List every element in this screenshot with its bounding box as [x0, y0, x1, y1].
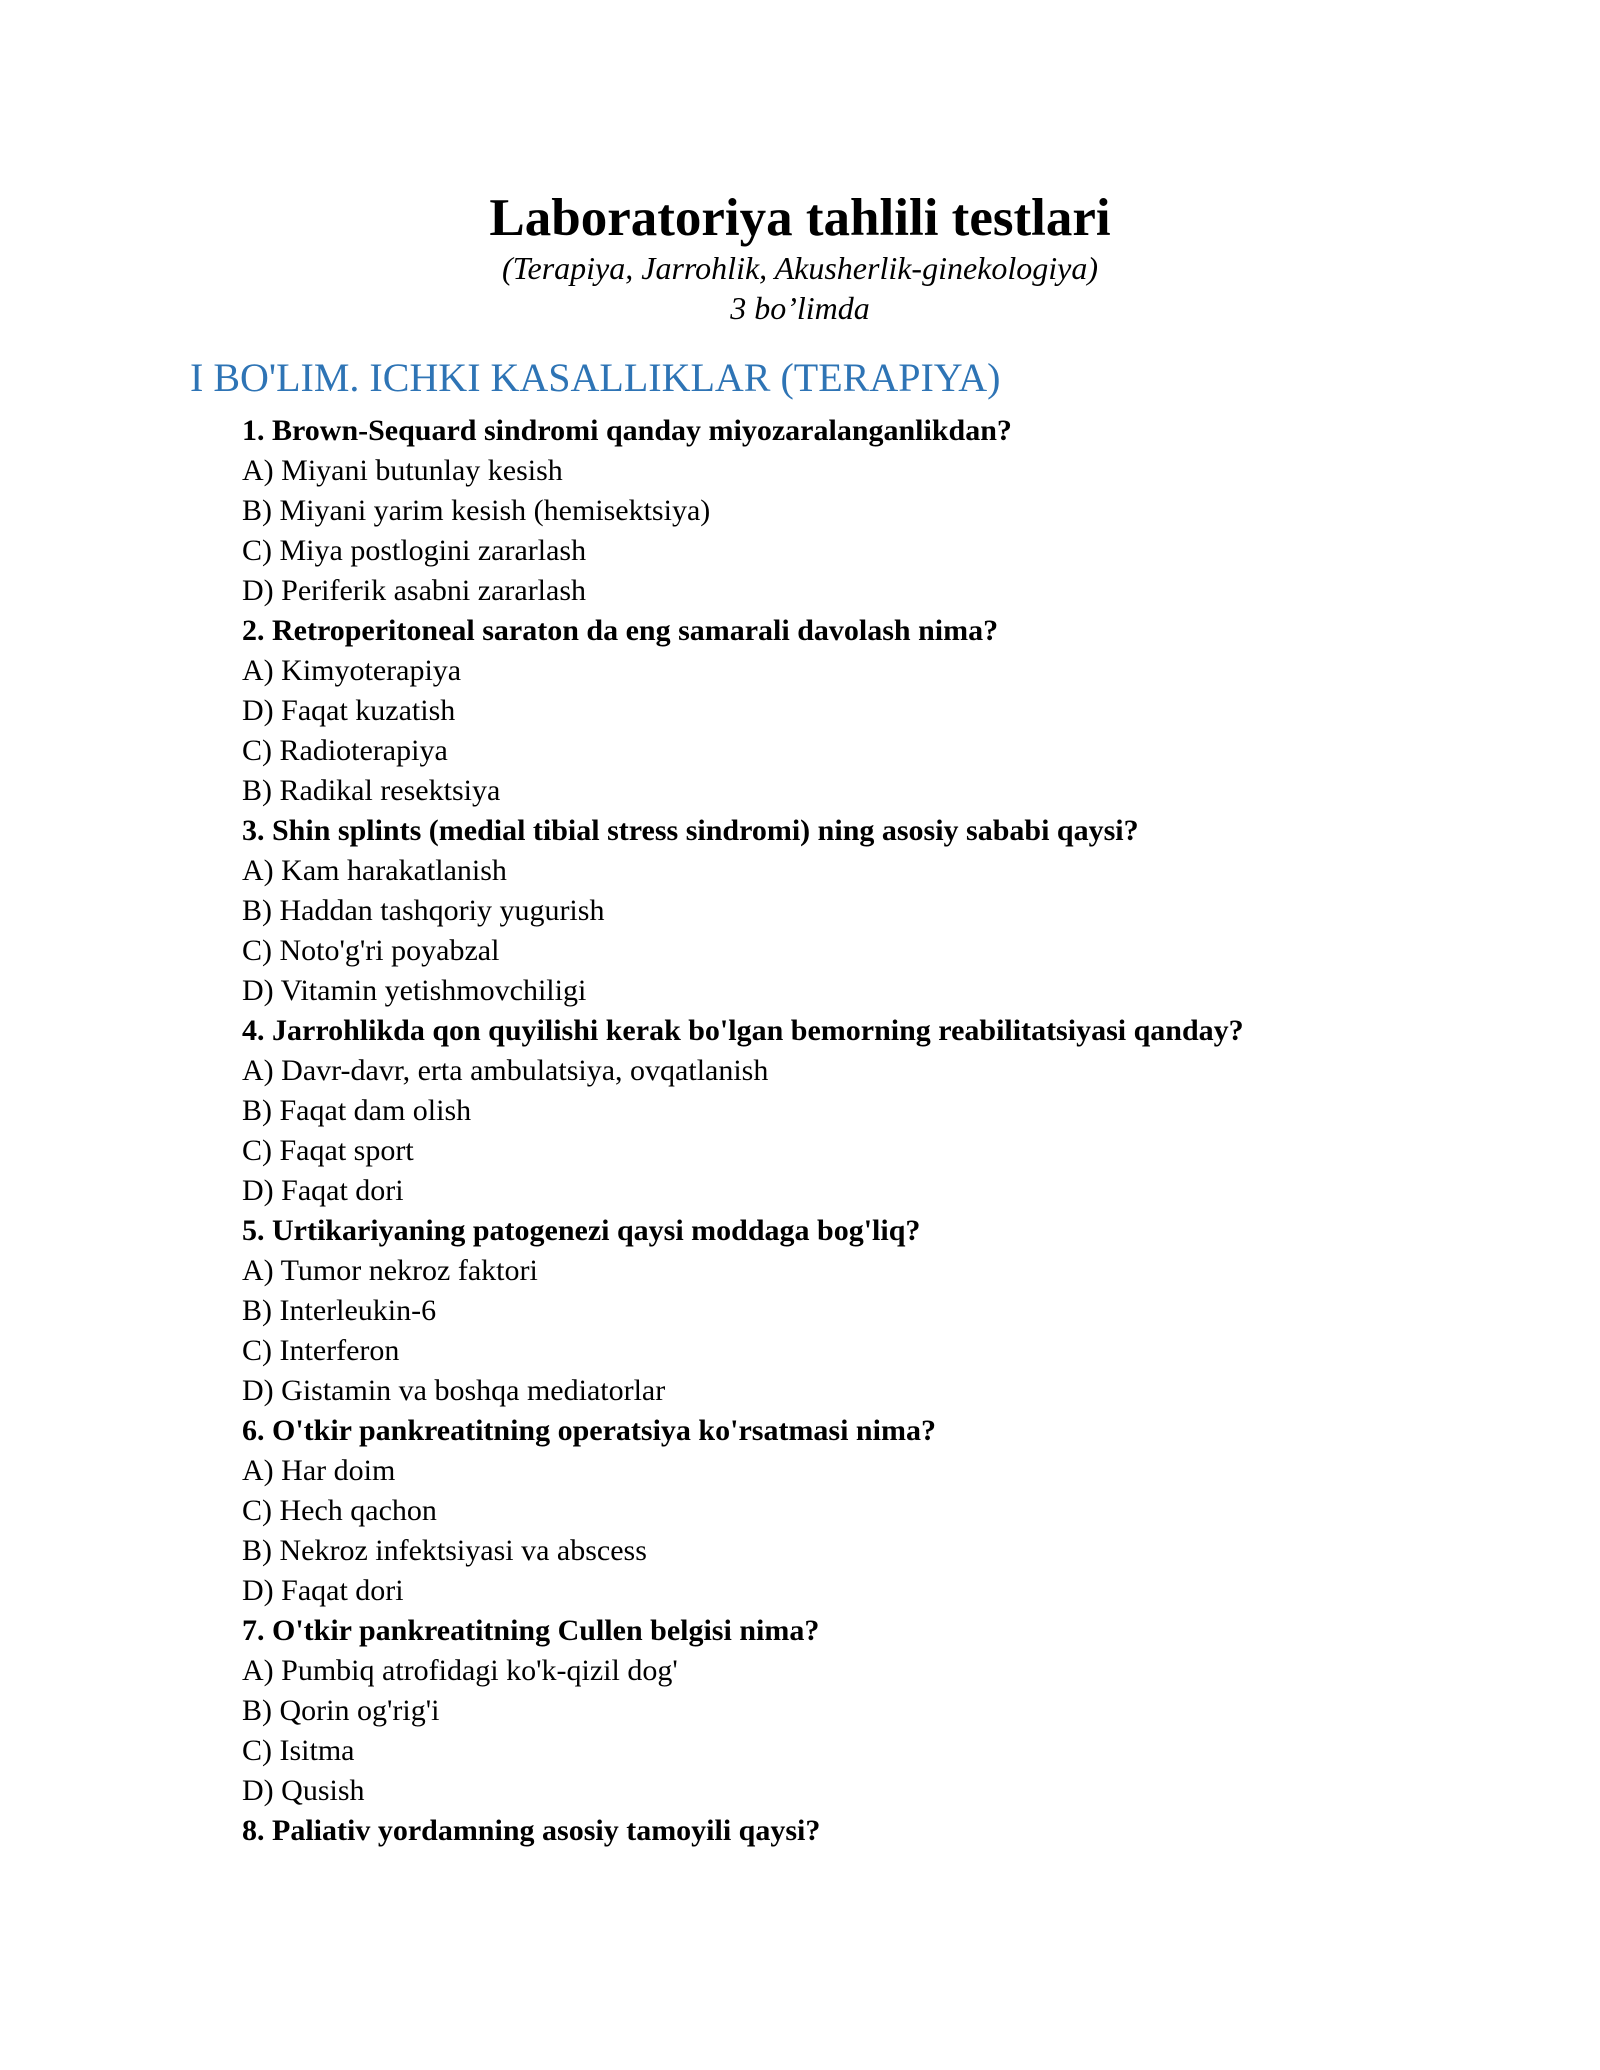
document-subtitle: (Terapiya, Jarrohlik, Akusherlik-ginekologiya) — [501, 250, 1099, 286]
answer-option: A) Miyani butunlay kesish — [242, 454, 563, 487]
answer-option: B) Radikal resektsiya — [242, 774, 501, 807]
answer-option: C) Noto'g'ri poyabzal — [242, 934, 500, 967]
question-text: 1. Brown-Sequard sindromi qanday miyozaralanganlikdan? — [242, 414, 1012, 447]
answer-option: D) Faqat kuzatish — [242, 694, 456, 727]
answer-option: A) Kam harakatlanish — [242, 854, 507, 887]
section-heading: I BO'LIM. ICHKI KASALLIKLAR (TERAPIYA) — [190, 355, 1001, 400]
answer-option: B) Interleukin-6 — [242, 1294, 437, 1327]
question-text: 6. O'tkir pankreatitning operatsiya ko'rsatmasi nima? — [242, 1414, 936, 1447]
answer-option: A) Pumbiq atrofidagi ko'k-qizil dog' — [242, 1654, 678, 1687]
question-text: 5. Urtikariyaning patogenezi qaysi moddaga bog'liq? — [242, 1214, 921, 1247]
question-text: 2. Retroperitoneal saraton da eng samarali davolash nima? — [242, 614, 999, 647]
question-text: 7. O'tkir pankreatitning Cullen belgisi nima? — [242, 1614, 820, 1647]
answer-option: B) Faqat dam olish — [242, 1094, 472, 1127]
document-parts-note: 3 bo’limda — [730, 290, 870, 326]
answer-option: D) Vitamin yetishmovchiligi — [242, 974, 587, 1007]
question-text: 4. Jarrohlikda qon quyilishi kerak bo'lgan bemorning reabilitatsiyasi qanday? — [242, 1014, 1244, 1047]
question-item — [242, 1211, 1492, 1411]
answer-option: A) Kimyoterapiya — [242, 654, 462, 687]
answer-option: A) Har doim — [242, 1454, 396, 1487]
question-list — [242, 411, 1492, 1851]
answer-option: C) Miya postlogini zararlash — [242, 534, 587, 567]
answer-option: B) Haddan tashqoriy yugurish — [242, 894, 605, 927]
answer-option: A) Tumor nekroz faktori — [242, 1254, 538, 1287]
answer-option: D) Faqat dori — [242, 1574, 404, 1607]
document-title: Laboratoriya tahlili testlari — [489, 189, 1111, 247]
question-item — [242, 1411, 1492, 1611]
answer-option: D) Faqat dori — [242, 1174, 404, 1207]
answer-option: D) Periferik asabni zararlash — [242, 574, 587, 607]
question-item — [242, 811, 1492, 1011]
question-item — [242, 411, 1492, 611]
question-text: 8. Paliativ yordamning asosiy tamoyili qaysi? — [242, 1814, 821, 1847]
answer-option: B) Miyani yarim kesish (hemisektsiya) — [242, 494, 711, 527]
question-item — [242, 1811, 1492, 1851]
answer-option: C) Radioterapiya — [242, 734, 448, 767]
question-item — [242, 1011, 1492, 1211]
question-item — [242, 1611, 1492, 1811]
answer-option: B) Nekroz infektsiyasi va abscess — [242, 1534, 647, 1567]
answer-option: D) Qusish — [242, 1774, 365, 1807]
answer-option: C) Interferon — [242, 1334, 400, 1367]
answer-option: B) Qorin og'rig'i — [242, 1694, 440, 1727]
answer-option: C) Hech qachon — [242, 1494, 437, 1527]
question-text: 3. Shin splints (medial tibial stress sindromi) ning asosiy sababi qaysi? — [242, 814, 1139, 847]
answer-option: C) Faqat sport — [242, 1134, 414, 1167]
question-item — [242, 611, 1492, 811]
answer-option: A) Davr-davr, erta ambulatsiya, ovqatlanish — [242, 1054, 769, 1087]
answer-option: C) Isitma — [242, 1734, 355, 1767]
answer-option: D) Gistamin va boshqa mediatorlar — [242, 1374, 666, 1407]
